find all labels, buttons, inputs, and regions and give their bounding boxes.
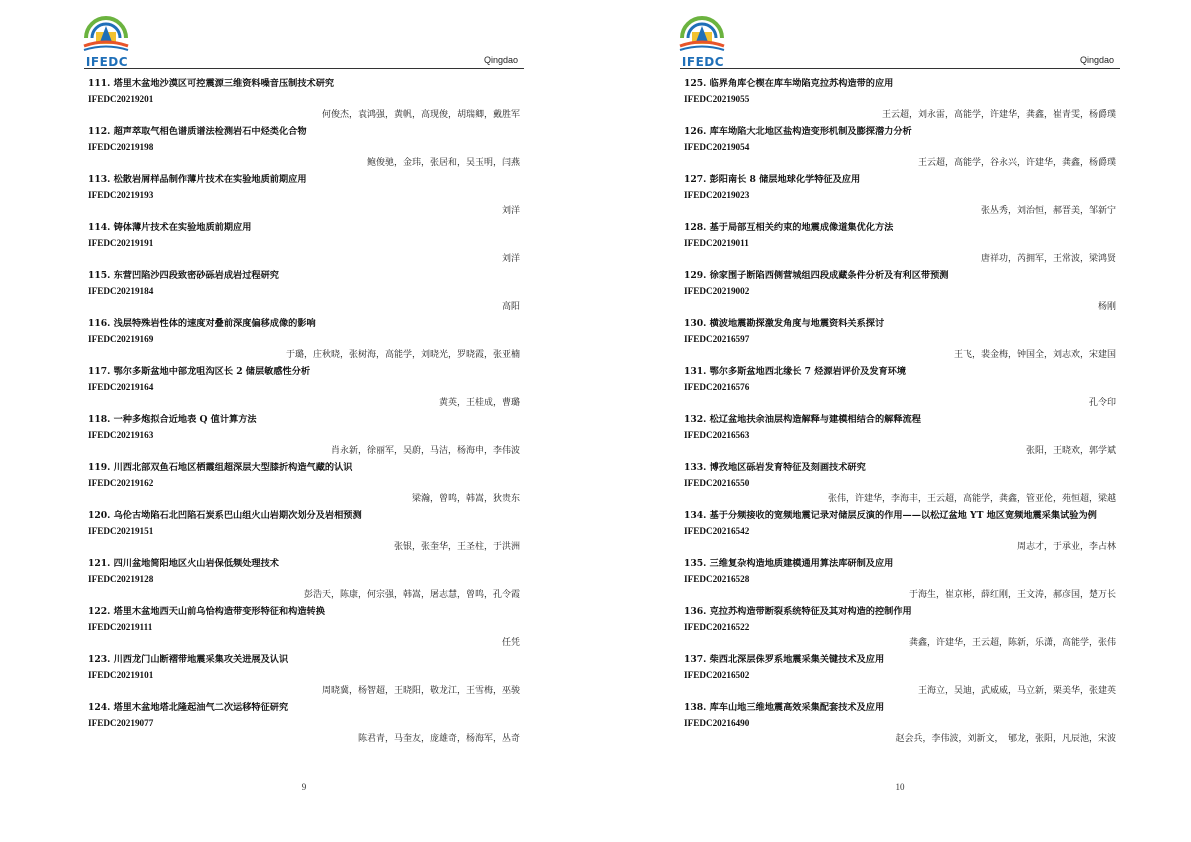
paper-authors: 王云超，刘永雷，高能学，许建华，龚鑫，崔青雯，杨爵璞 bbox=[881, 110, 1116, 120]
paper-title: 138. 库车山地三维地震高效采集配套技术及应用 bbox=[684, 702, 885, 713]
paper-id: IFEDC20219164 bbox=[88, 382, 154, 392]
paper-id: IFEDC20219169 bbox=[88, 334, 154, 344]
paper-title: 133. 博孜地区砾岩发育特征及刻画技术研究 bbox=[684, 462, 866, 473]
paper-id: IFEDC20219198 bbox=[88, 142, 154, 152]
paper-entry bbox=[684, 412, 1116, 460]
paper-title: 137. 柴西北深层侏罗系地震采集关键技术及应用 bbox=[684, 654, 885, 665]
paper-authors: 彭浩天，陈康，何宗强，韩嵩，屠志慧，曾鸣，孔令霞 bbox=[303, 590, 520, 600]
paper-entry bbox=[88, 604, 520, 652]
paper-id: IFEDC20219163 bbox=[88, 430, 154, 440]
paper-entry bbox=[88, 172, 520, 220]
paper-id: IFEDC20219162 bbox=[88, 478, 154, 488]
paper-entry bbox=[684, 124, 1116, 172]
paper-id: IFEDC20216490 bbox=[684, 718, 750, 728]
paper-title: 128. 基于局部互相关约束的地震成像道集优化方法 bbox=[684, 222, 894, 233]
paper-authors: 于海生，崔京彬，薛红刚，王文涛，郝彦国，楚万长 bbox=[908, 590, 1116, 600]
paper-id: IFEDC20219193 bbox=[88, 190, 154, 200]
paper-authors: 梁瀚，曾鸣，韩嵩，狄贵东 bbox=[411, 494, 520, 504]
paper-entry bbox=[88, 364, 520, 412]
paper-title: 120. 乌伦古坳陷石北凹陷石炭系巴山组火山岩期次划分及岩相预测 bbox=[88, 510, 362, 521]
paper-id: IFEDC20219002 bbox=[684, 286, 750, 296]
paper-id: IFEDC20219201 bbox=[88, 94, 154, 104]
page-number: 9 bbox=[301, 782, 307, 792]
paper-authors: 唐祥功，芮拥军，王常波，梁鸿贤 bbox=[980, 254, 1116, 264]
paper-authors: 孔令印 bbox=[1088, 398, 1116, 408]
header-rule bbox=[84, 68, 524, 69]
paper-authors: 鲍俊驰，金玮，张居和，吴玉明，闫燕 bbox=[366, 158, 520, 168]
paper-authors: 陈君青，马奎友，庞雄奇，杨海军，丛奇 bbox=[357, 734, 520, 744]
paper-entry bbox=[684, 460, 1116, 508]
paper-id: IFEDC20219151 bbox=[88, 526, 154, 536]
paper-entry bbox=[88, 652, 520, 700]
paper-title: 115. 东营凹陷沙四段致密砂砾岩成岩过程研究 bbox=[88, 270, 279, 281]
paper-title: 131. 鄂尔多斯盆地西北缘长 7 烃源岩评价及发育环境 bbox=[684, 366, 907, 377]
paper-title: 127. 彭阳南长 8 储层地球化学特征及应用 bbox=[684, 174, 861, 185]
paper-entry bbox=[88, 316, 520, 364]
paper-entry bbox=[88, 220, 520, 268]
right-entry-list bbox=[684, 76, 1116, 748]
paper-title: 116. 浅层特殊岩性体的速度对叠前深度偏移成像的影响 bbox=[88, 318, 316, 329]
paper-id: IFEDC20216576 bbox=[684, 382, 750, 392]
paper-title: 129. 徐家围子断陷西侧营城组四段成藏条件分析及有利区带预测 bbox=[684, 270, 949, 281]
paper-title: 114. 铸体薄片技术在实验地质前期应用 bbox=[88, 222, 252, 233]
paper-title: 124. 塔里木盆地塔北隆起油气二次运移特征研究 bbox=[88, 702, 289, 713]
logo-text: IFEDC bbox=[681, 55, 725, 69]
conference-logo-graphic bbox=[678, 12, 726, 54]
left-entry-list bbox=[88, 76, 520, 748]
paper-authors: 何俊杰，袁鸿强，黄帆，高现俊，胡瑞卿，戴胜军 bbox=[321, 110, 520, 120]
paper-authors: 刘洋 bbox=[501, 206, 520, 216]
paper-entry bbox=[88, 268, 520, 316]
header-city: Qingdao bbox=[1079, 55, 1114, 65]
paper-authors: 任凭 bbox=[501, 638, 520, 648]
paper-title: 122. 塔里木盆地西天山前乌恰构造带变形特征和构造转换 bbox=[88, 606, 325, 617]
paper-authors: 肖永新，徐丽军，吴蔚，马洁，杨海申，李伟波 bbox=[330, 446, 520, 456]
paper-entry bbox=[88, 412, 520, 460]
paper-title: 126. 库车坳陷大北地区盐构造变形机制及膨探潜力分析 bbox=[684, 126, 912, 137]
paper-id: IFEDC20219077 bbox=[88, 718, 154, 728]
paper-entry bbox=[684, 316, 1116, 364]
paper-title: 121. 四川盆地简阳地区火山岩保低频处理技术 bbox=[88, 558, 279, 569]
paper-id: IFEDC20219191 bbox=[88, 238, 154, 248]
paper-entry bbox=[88, 124, 520, 172]
header-city: Qingdao bbox=[483, 55, 518, 65]
paper-title: 111. 塔里木盆地沙漠区可控震源三维资料噪音压制技术研究 bbox=[88, 78, 335, 89]
paper-entry bbox=[684, 508, 1116, 556]
paper-id: IFEDC20216502 bbox=[684, 670, 750, 680]
paper-id: IFEDC20216550 bbox=[684, 478, 750, 488]
conference-logo bbox=[674, 12, 730, 70]
paper-title: 118. 一种多炮拟合近地表 Q 值计算方法 bbox=[88, 414, 257, 425]
paper-authors: 高阳 bbox=[501, 302, 520, 312]
paper-id: IFEDC20219111 bbox=[88, 622, 153, 632]
header-rule bbox=[680, 68, 1120, 69]
paper-authors: 周志才，于承业，李占林 bbox=[1016, 542, 1116, 552]
paper-authors: 赵会兵，李伟波，刘新文， 郇龙，张阳，凡辰池，宋波 bbox=[895, 734, 1116, 744]
paper-entry bbox=[88, 76, 520, 124]
paper-authors: 张伟，许建华，李海丰，王云超，高能学，龚鑫，管亚伦，苑恒超，梁越 bbox=[827, 494, 1116, 504]
paper-id: IFEDC20216528 bbox=[684, 574, 750, 584]
paper-authors: 杨刚 bbox=[1097, 302, 1116, 312]
paper-id: IFEDC20219054 bbox=[684, 142, 750, 152]
paper-entry bbox=[88, 508, 520, 556]
paper-id: IFEDC20219011 bbox=[684, 238, 749, 248]
paper-title: 123. 川西龙门山断褶带地震采集攻关进展及认识 bbox=[88, 654, 289, 665]
paper-id: IFEDC20216542 bbox=[684, 526, 750, 536]
paper-entry bbox=[684, 220, 1116, 268]
paper-id: IFEDC20219023 bbox=[684, 190, 750, 200]
right-page bbox=[680, 0, 1120, 842]
paper-id: IFEDC20216597 bbox=[684, 334, 750, 344]
paper-authors: 龚鑫，许建华，王云超，陈新，乐潇，高能学，张伟 bbox=[908, 638, 1116, 648]
paper-authors: 张阳，王晓欢，郭学斌 bbox=[1025, 446, 1116, 456]
paper-authors: 王云超，高能学，谷永兴，许建华，龚鑫，杨爵璞 bbox=[917, 158, 1116, 168]
paper-authors: 于璐，庄秋晓，张树海，高能学，刘晓光，罗晓霞，张亚楠 bbox=[285, 350, 520, 360]
paper-id: IFEDC20219101 bbox=[88, 670, 154, 680]
paper-authors: 张银，张奎华，王圣柱，于洪洲 bbox=[393, 542, 520, 552]
paper-entry bbox=[684, 652, 1116, 700]
logo-text: IFEDC bbox=[85, 55, 129, 69]
left-page bbox=[84, 0, 524, 842]
paper-title: 134. 基于分频接收的宽频地震记录对储层反演的作用——以松辽盆地 YT 地区宽频地震采集试验为例 bbox=[684, 510, 1097, 521]
paper-title: 132. 松辽盆地扶余油层构造解释与建模相结合的解释流程 bbox=[684, 414, 921, 425]
paper-title: 113. 松散岩屑样品制作薄片技术在实验地质前期应用 bbox=[88, 174, 307, 185]
paper-entry bbox=[684, 556, 1116, 604]
conference-logo bbox=[78, 12, 134, 70]
paper-entry bbox=[684, 364, 1116, 412]
paper-title: 136. 克拉苏构造带断裂系统特征及其对构造的控制作用 bbox=[684, 606, 912, 617]
paper-id: IFEDC20216522 bbox=[684, 622, 750, 632]
paper-authors: 王海立，吴迪，武威威，马立新，栗美华，张建英 bbox=[917, 686, 1116, 696]
paper-entry bbox=[88, 460, 520, 508]
paper-entry bbox=[88, 700, 520, 748]
paper-authors: 周晓冀，杨智超，王晓阳，敬龙江，王雪梅，巫骏 bbox=[321, 686, 520, 696]
paper-id: IFEDC20219055 bbox=[684, 94, 750, 104]
paper-id: IFEDC20219184 bbox=[88, 286, 154, 296]
paper-title: 130. 横波地震勘探激发角度与地震资料关系探讨 bbox=[684, 318, 885, 329]
paper-authors: 黄英，王桂成，曹璐 bbox=[438, 398, 520, 408]
paper-authors: 王飞，裴金梅，钟国全，刘志欢，宋建国 bbox=[953, 350, 1116, 360]
paper-entry bbox=[684, 268, 1116, 316]
paper-entry bbox=[684, 700, 1116, 748]
paper-title: 119. 川西北部双鱼石地区栖霞组超深层大型膝折构造气藏的认识 bbox=[88, 462, 353, 473]
paper-id: IFEDC20219128 bbox=[88, 574, 154, 584]
paper-entry bbox=[684, 172, 1116, 220]
paper-authors: 张丛秀，刘治恒，郝晋美，邹新宁 bbox=[980, 206, 1116, 216]
paper-id: IFEDC20216563 bbox=[684, 430, 750, 440]
paper-title: 112. 超声萃取气相色谱质谱法检测岩石中烃类化合物 bbox=[88, 126, 307, 137]
paper-title: 117. 鄂尔多斯盆地中部龙咀沟区长 2 储层敏感性分析 bbox=[88, 366, 311, 377]
page-number: 10 bbox=[895, 782, 905, 792]
paper-title: 135. 三维复杂构造地质建模通用算法库研制及应用 bbox=[684, 558, 894, 569]
conference-logo-graphic bbox=[82, 12, 130, 54]
paper-authors: 刘洋 bbox=[501, 254, 520, 264]
paper-entry bbox=[88, 556, 520, 604]
paper-entry bbox=[684, 76, 1116, 124]
paper-title: 125. 临界角库仑楔在库车坳陷克拉苏构造带的应用 bbox=[684, 78, 894, 89]
paper-entry bbox=[684, 604, 1116, 652]
